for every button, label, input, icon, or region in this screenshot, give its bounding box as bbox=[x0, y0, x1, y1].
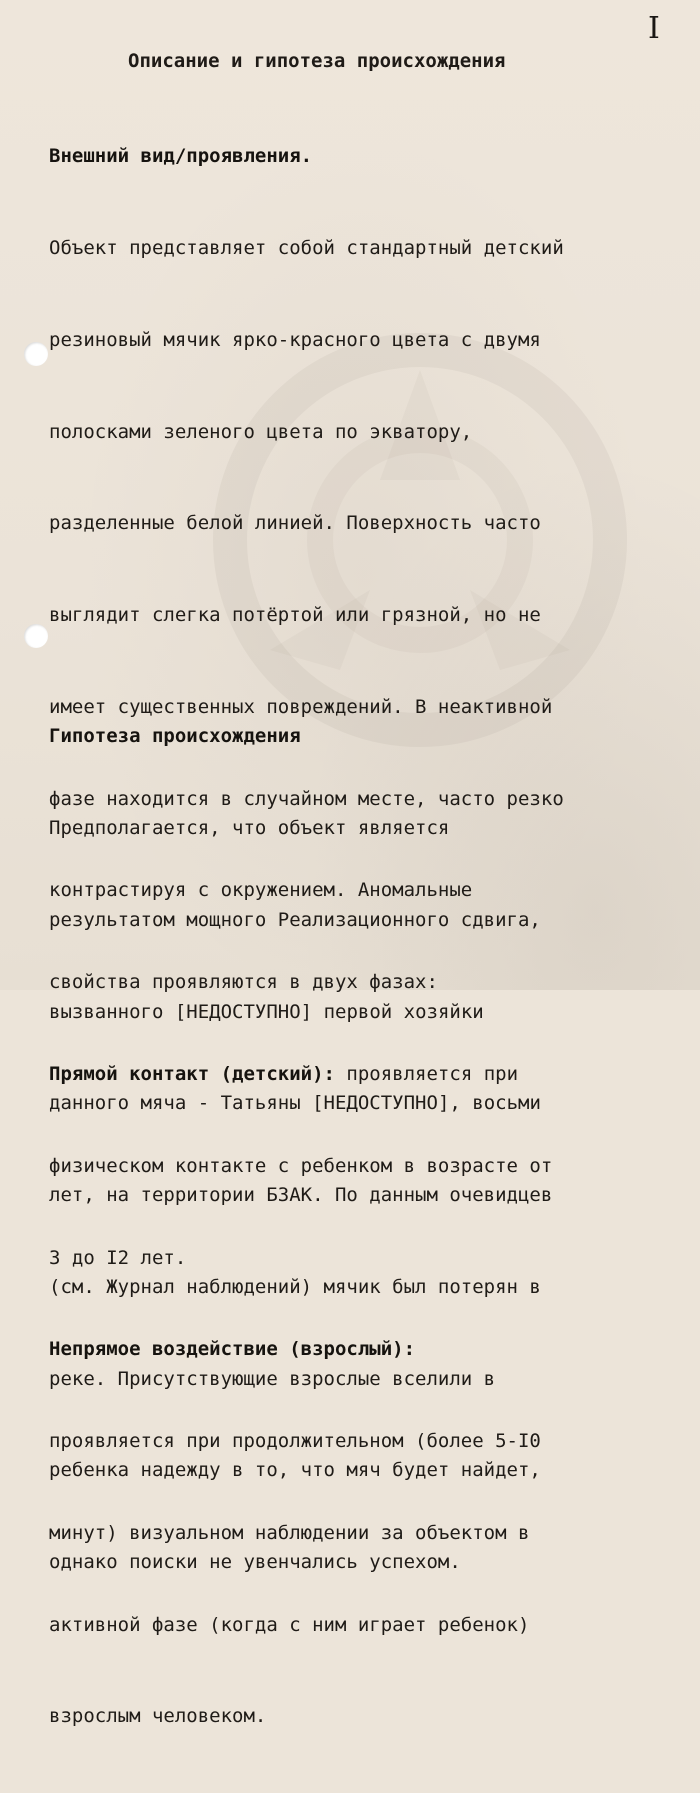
text-line: лет, на территории БЗАК. По данным очевидцев bbox=[49, 1184, 553, 1207]
text-line: свойства проявляются в двух фазах: bbox=[49, 971, 438, 994]
text-line: 3 до I2 лет. bbox=[49, 1246, 187, 1269]
text-line: резиновый мячик ярко-красного цвета с двумя bbox=[49, 328, 541, 351]
indirect-label: Непрямое воздействие (взрослый): bbox=[49, 1338, 416, 1361]
page-number: I bbox=[648, 11, 660, 46]
text-line: результатом мощного Реализационного сдвига, bbox=[49, 908, 541, 931]
text-fragment: данного мяча - Татьяны bbox=[49, 1092, 313, 1115]
text-line: взрослым человеком. bbox=[49, 1705, 267, 1728]
redacted-text: [НЕДОСТУПНО] bbox=[312, 1092, 450, 1115]
direct-contact-text: проявляется при bbox=[334, 1063, 519, 1085]
text-fragment: , восьми bbox=[449, 1092, 541, 1115]
text-line: Объект представляет собой стандартный детский bbox=[49, 236, 564, 259]
text-line: ребенка надежду в то, что мяч будет найдет, bbox=[49, 1459, 541, 1482]
text-line: проявляется при продолжительном (более 5-I0 bbox=[49, 1430, 541, 1453]
text-line bbox=[49, 1088, 552, 1119]
punch-hole-top bbox=[24, 342, 48, 366]
text-line: минут) визуальном наблюдении за объектом в bbox=[49, 1521, 530, 1544]
text-line: Предполагается, что объект является bbox=[49, 816, 450, 839]
text-fragment: вызванного bbox=[49, 1000, 175, 1023]
text-line: (см. Журнал наблюдений) мячик был потерян в bbox=[49, 1275, 541, 1298]
text-line: реке. Присутствующие взрослые вселили в bbox=[49, 1367, 496, 1390]
redacted-text: [НЕДОСТУПНО] bbox=[174, 1000, 313, 1023]
punch-hole-bottom bbox=[24, 624, 48, 648]
appearance-heading: Внешний вид/проявления. bbox=[49, 145, 313, 168]
text-line: выглядит слегка потёртой или грязной, но не bbox=[49, 604, 541, 627]
text-line: фазе находится в случайном месте, часто резко bbox=[49, 787, 564, 810]
text-line: полосками зеленого цвета по экватору, bbox=[49, 420, 473, 443]
origin-section bbox=[49, 660, 552, 1639]
text-line: физическом контакте с ребенком в возрасте от bbox=[49, 1154, 553, 1177]
origin-heading: Гипотеза происхождения bbox=[49, 725, 301, 748]
text-line: разделенные белой линией. Поверхность часто bbox=[49, 512, 541, 535]
text-line: однако поиски не увенчались успехом. bbox=[49, 1551, 461, 1574]
text-line: активной фазе (когда с ним играет ребенок) bbox=[49, 1613, 530, 1636]
direct-contact-label: Прямой контакт (детский): bbox=[49, 1063, 335, 1085]
document-title: Описание и гипотеза происхождения bbox=[128, 50, 506, 72]
text-fragment: первой хозяйки bbox=[312, 1000, 484, 1023]
text-line: имеет существенных повреждений. В неактивной bbox=[49, 695, 553, 718]
text-line bbox=[49, 997, 552, 1028]
text-line: контрастируя с окружением. Аномальные bbox=[49, 879, 473, 902]
